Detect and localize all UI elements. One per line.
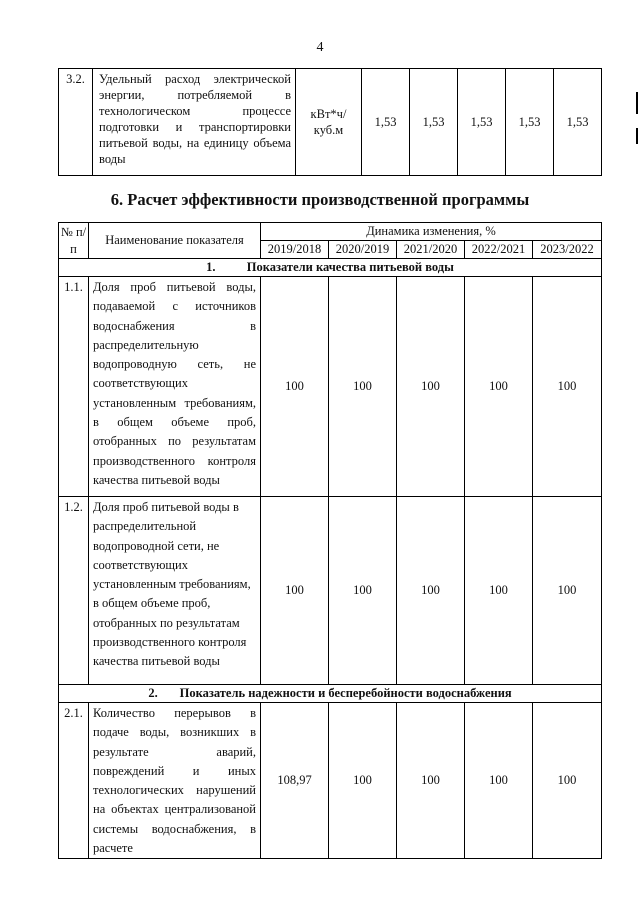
value-cell: 100: [465, 277, 533, 497]
value-cell: 100: [465, 703, 533, 859]
section-number: 1.: [206, 260, 216, 274]
table-row: [59, 69, 602, 176]
indicator-name: Количество перерывов в подаче воды, возникших в результате аварий, повреждений и иных технологических нарушений на объектах централизованой системы водоснабжения, в расчете: [89, 703, 261, 859]
value-cell: 100: [329, 277, 397, 497]
row-number: 1.2.: [59, 497, 89, 685]
value-cell: 100: [533, 703, 602, 859]
scan-edge-mark: [636, 92, 638, 114]
header-year: 2022/2021: [465, 241, 533, 259]
header-year: 2021/2020: [397, 241, 465, 259]
efficiency-table: [58, 222, 602, 859]
value-cell: 100: [397, 703, 465, 859]
row-number: 1.1.: [59, 277, 89, 497]
section-number: 2.: [148, 686, 158, 700]
section-row: [59, 685, 602, 703]
section-label: Показатели качества питьевой воды: [246, 260, 454, 274]
value-cell: 1,53: [554, 69, 602, 176]
header-number: № п/п: [59, 223, 89, 259]
value-cell: 100: [465, 497, 533, 685]
section-1-title: [59, 259, 602, 277]
table-row: [59, 497, 602, 685]
scan-edge-mark: [636, 128, 638, 144]
header-year: 2023/2022: [533, 241, 602, 259]
value-cell: 100: [533, 497, 602, 685]
header-dynamics: Динамика изменения, %: [261, 223, 602, 241]
value-cell: 100: [329, 497, 397, 685]
header-year: 2020/2019: [329, 241, 397, 259]
header-indicator-name: Наименование показателя: [89, 223, 261, 259]
section-heading: 6. Расчет эффективности производственной программы: [110, 190, 530, 209]
indicator-name: Удельный расход электрической энергии, потребляемой в технологическом процессе подготовки и транспортировки питьевой воды, на единицу объема воды: [93, 69, 296, 176]
header-row: [59, 223, 602, 241]
indicator-name: Доля проб питьевой воды в распределительной водопроводной сети, не соответствующих установленным требованиям, в общем объеме проб, отобранных по результатам производственного контроля качества питьевой воды: [89, 497, 261, 685]
row-number: 2.1.: [59, 703, 89, 859]
header-year: 2019/2018: [261, 241, 329, 259]
indicator-name: Доля проб питьевой воды, подаваемой с источников водоснабжения в распределительную водопроводную сеть, не соответствующих установленным требованиям, в общем объеме проб, отобранных по результатам производственного контроля качества питьевой воды: [89, 277, 261, 497]
value-cell: 1,53: [506, 69, 554, 176]
previous-table-continuation: [58, 68, 602, 176]
value-cell: 100: [329, 703, 397, 859]
value-cell: 108,97: [261, 703, 329, 859]
value-cell: 1,53: [362, 69, 410, 176]
value-cell: 100: [397, 277, 465, 497]
row-number: 3.2.: [59, 69, 93, 176]
table-row: [59, 277, 602, 497]
section-label: Показатель надежности и бесперебойности водоснабжения: [179, 686, 512, 700]
section-row: [59, 259, 602, 277]
value-cell: 100: [261, 277, 329, 497]
table-row: [59, 703, 602, 859]
section-2-title: [59, 685, 602, 703]
page-number: 4: [316, 40, 324, 55]
value-cell: 100: [397, 497, 465, 685]
unit-cell: кВт*ч/ куб.м: [296, 69, 362, 176]
value-cell: 100: [261, 497, 329, 685]
value-cell: 100: [533, 277, 602, 497]
value-cell: 1,53: [458, 69, 506, 176]
value-cell: 1,53: [410, 69, 458, 176]
